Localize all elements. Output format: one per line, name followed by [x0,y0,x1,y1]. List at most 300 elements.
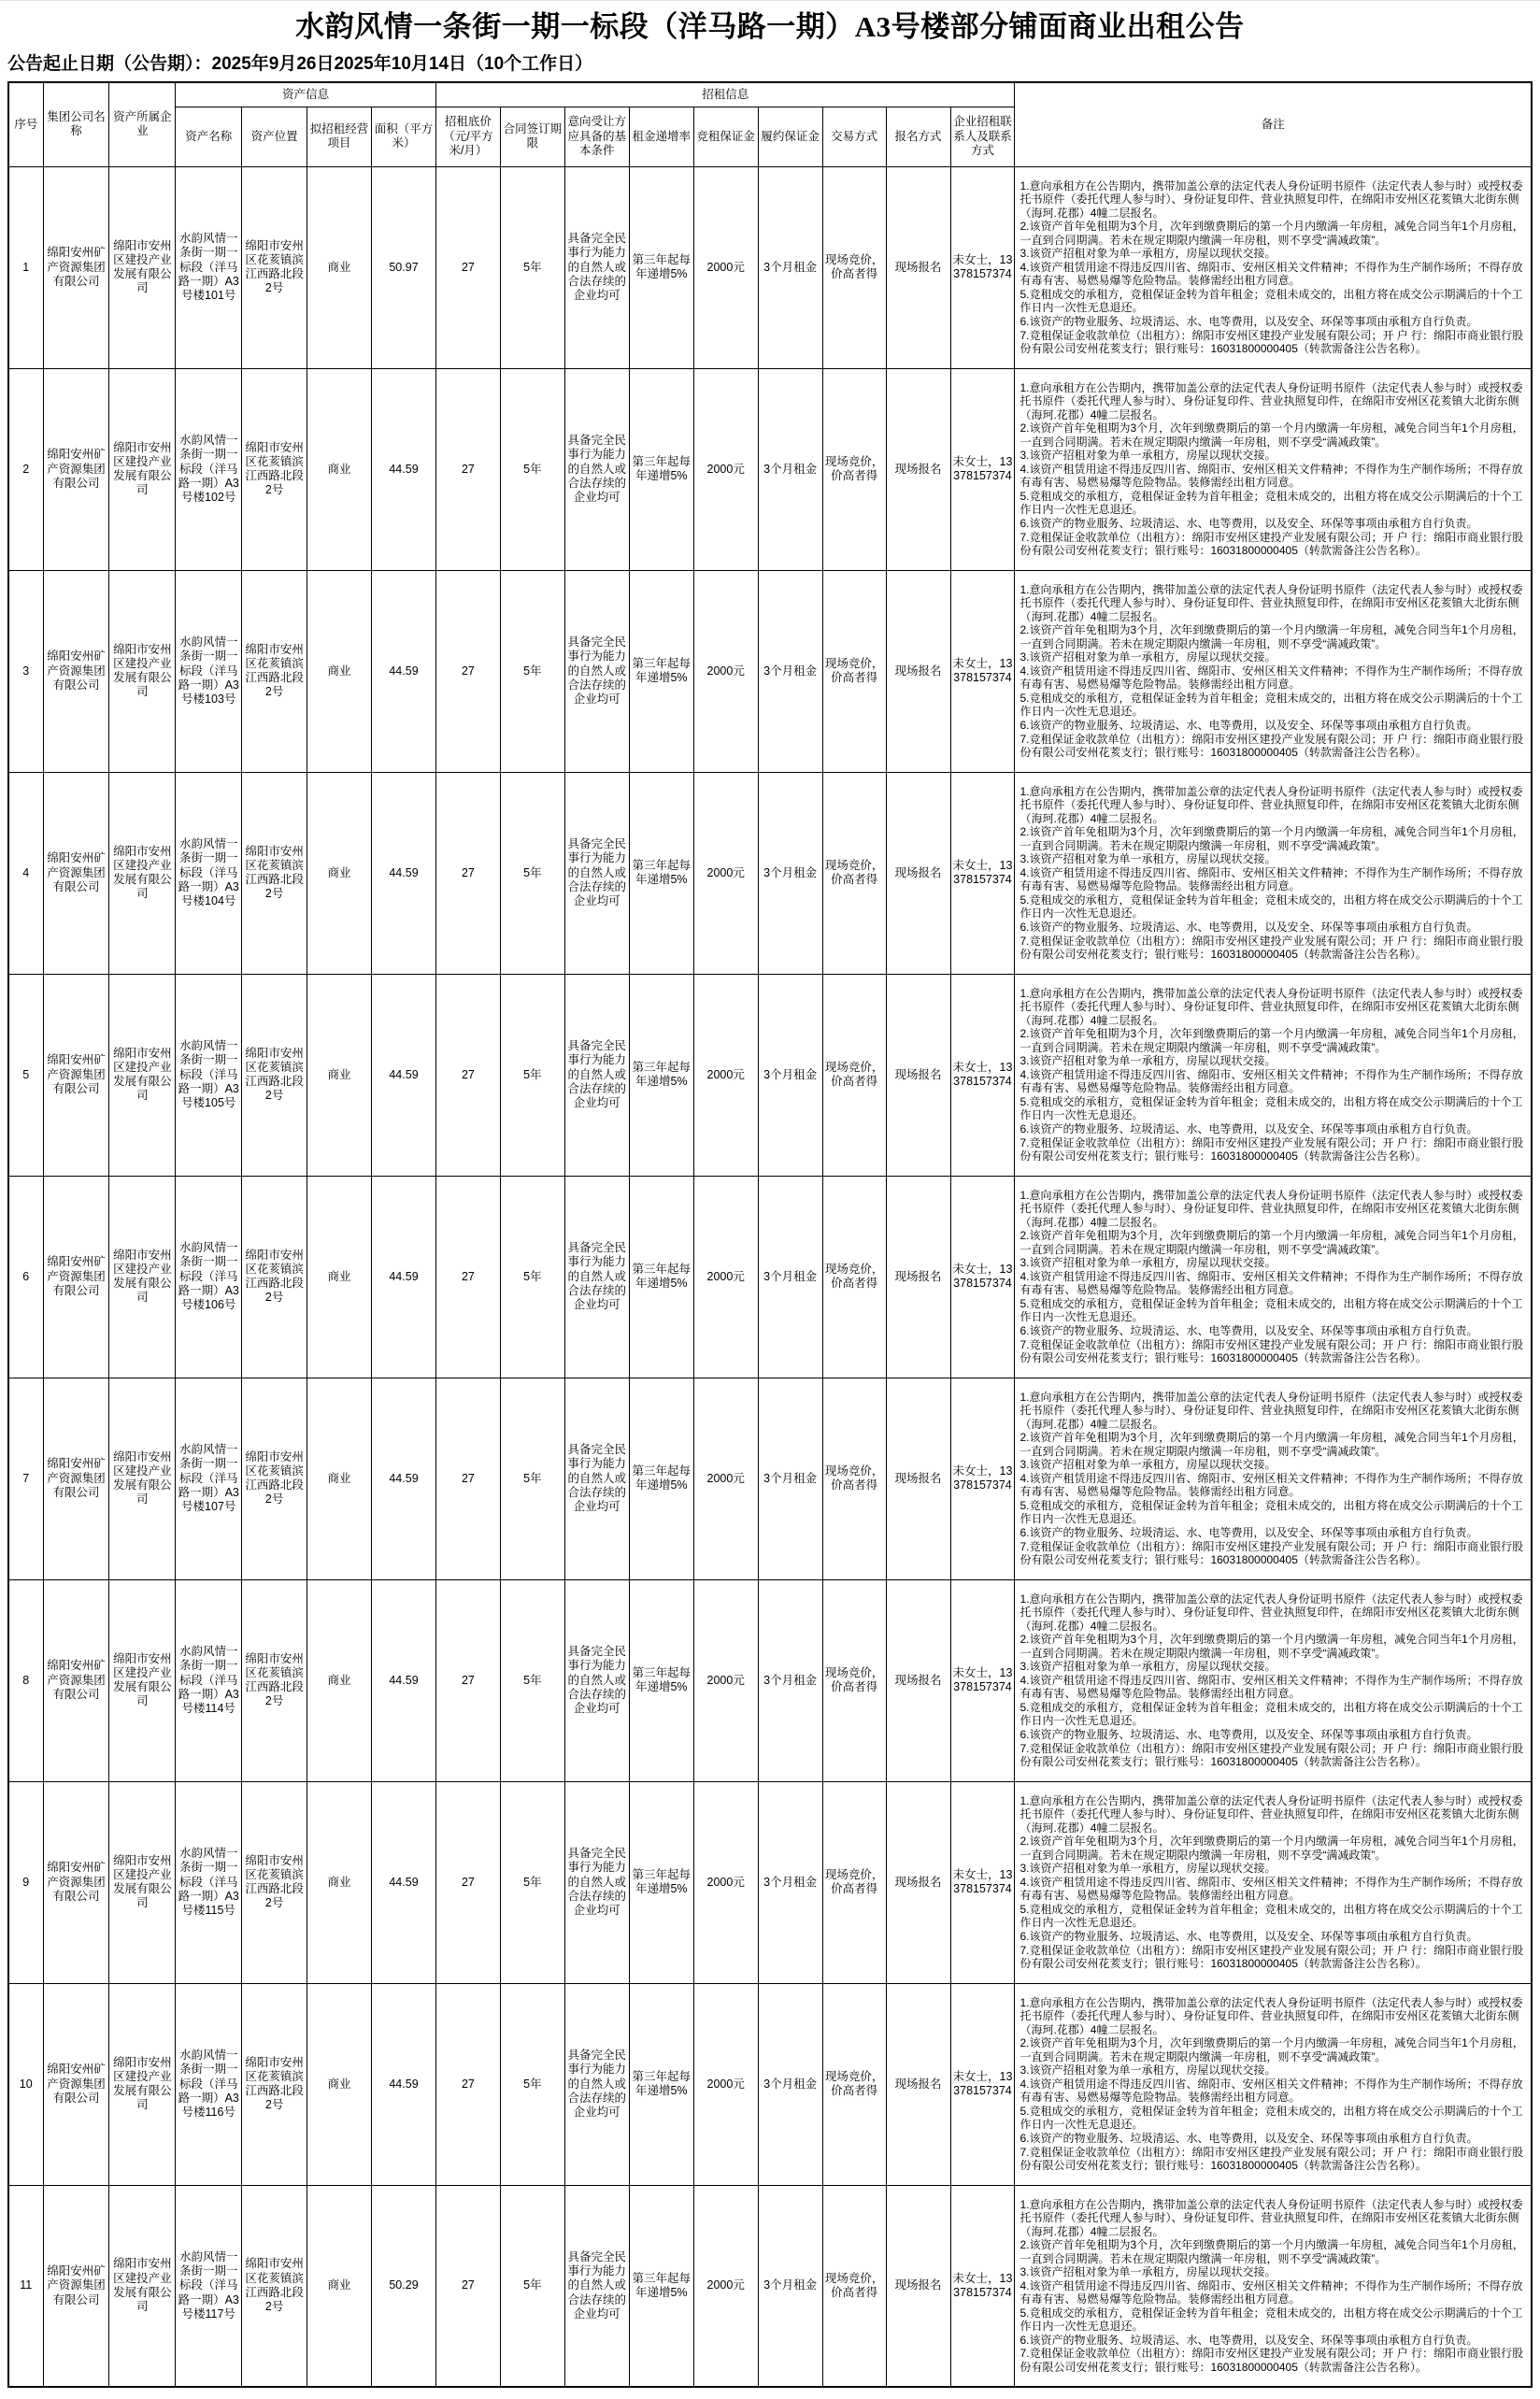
remark-line: 2.该资产首年免租期为3个月，次年到缴费期后的第一个月内缴满一年房租，减免合同当年1个月房租，一直到合同期满。若未在规定期限内缴满一年房租，则不享受“满减政策”。 [1020,1431,1524,1458]
cell-asset-location: 绵阳市安州区花荄镇滨江西路北段2号 [242,368,307,570]
cell-asset-name: 水韵风情一条街一期一标段（洋马路一期）A3号楼116号 [176,1983,242,2185]
cell-serial: 9 [8,1781,43,1983]
table-row [8,166,1532,368]
remark-line: 7.竞租保证金收款单位（出租方）：绵阳市安州区建投产业发展有限公司；开 户 行：绵阳市商业银行股份有限公司安州花荄支行；银行账号：16031800000405（转款需备注公告名称）。 [1020,934,1524,962]
cell-contract-term: 5年 [500,166,564,368]
remark-line: 3.该资产招租对象为单一承租方，房屋以现状交接。 [1020,1054,1276,1068]
cell-contact: 未女士，13378157374 [950,1781,1015,1983]
cell-area: 44.59 [372,1781,436,1983]
cell-asset-owner: 绵阳市安州区建投产业发展有限公司 [109,2185,176,2387]
remark-line: 7.竞租保证金收款单位（出租方）：绵阳市安州区建投产业发展有限公司；开 户 行：绵阳市商业银行股份有限公司安州花荄支行；银行账号：16031800000405（转款需备注公告名称）。 [1020,1741,1524,1769]
table-row [8,1176,1532,1378]
cell-base-price: 27 [435,368,500,570]
remark-line: 6.该资产的物业服务、垃圾清运、水、电等费用，以及安全、环保等事项由承租方自行负责。 [1020,1929,1478,1943]
remark-line: 5.竞租成交的承租方，竞租保证金转为首年租金；竞租未成交的，出租方将在成交公示期满后的十个工作日内一次性无息退还。 [1020,287,1523,315]
remark-line: 3.该资产招租对象为单一承租方，房屋以现状交接。 [1020,1256,1276,1270]
cell-area: 44.59 [372,1579,436,1781]
table-header [8,82,1532,166]
cell-asset-location: 绵阳市安州区花荄镇滨江西路北段2号 [242,1983,307,2185]
remark-line: 7.竞租保证金收款单位（出租方）：绵阳市安州区建投产业发展有限公司；开 户 行：绵阳市商业银行股份有限公司安州花荄支行；银行账号：16031800000405（转款需备注公告名称）。 [1020,1337,1524,1365]
cell-transaction-method: 现场竞价，价高者得 [822,1378,886,1579]
cell-asset-owner: 绵阳市安州区建投产业发展有限公司 [109,1781,176,1983]
remark-line: 2.该资产首年免租期为3个月，次年到缴费期后的第一个月内缴满一年房租，减免合同当年1个月房租，一直到合同期满。若未在规定期限内缴满一年房租，则不享受“满减政策”。 [1020,2036,1524,2063]
cell-asset-owner: 绵阳市安州区建投产业发展有限公司 [109,368,176,570]
cell-bid-deposit: 2000元 [693,1983,758,2185]
table-row [8,1781,1532,1983]
cell-contact: 未女士，13378157374 [950,1378,1015,1579]
remark-line: 6.该资产的物业服务、垃圾清运、水、电等费用，以及安全、环保等事项由承租方自行负责。 [1020,1323,1478,1337]
header-asset-name: 资产名称 [176,107,242,166]
table-row [8,368,1532,570]
cell-remark [1015,368,1532,570]
cell-rent-increase: 第三年起每年递增5% [629,1579,693,1781]
cell-asset-owner: 绵阳市安州区建投产业发展有限公司 [109,974,176,1176]
remark-line: 6.该资产的物业服务、垃圾清运、水、电等费用，以及安全、环保等事项由承租方自行负责。 [1020,314,1478,328]
header-area: 面积（平方米） [372,107,436,166]
cell-bid-deposit: 2000元 [693,1378,758,1579]
cell-contact: 未女士，13378157374 [950,1176,1015,1378]
header-group-company: 集团公司名称 [43,82,109,166]
remark-line: 2.该资产首年免租期为3个月，次年到缴费期后的第一个月内缴满一年房租，减免合同当年1个月房租，一直到合同期满。若未在规定期限内缴满一年房租，则不享受“满减政策”。 [1020,1633,1524,1660]
cell-remark [1015,1176,1532,1378]
cell-asset-name: 水韵风情一条街一期一标段（洋马路一期）A3号楼114号 [176,1579,242,1781]
cell-registration-method: 现场报名 [886,570,950,772]
cell-asset-location: 绵阳市安州区花荄镇滨江西路北段2号 [242,1781,307,1983]
group-header-row [8,82,1532,107]
cell-area: 44.59 [372,368,436,570]
remark-line: 1.意向承租方在公告期内，携带加盖公章的法定代表人身份证明书原件（法定代表人参与时）或授权委托书原件（委托代理人参与时）、身份证复印件、营业执照复印件，在绵阳市安州区花荄镇大北街东侧（海珂.花郡）4幢二层报名。 [1020,986,1523,1027]
cell-business-project: 商业 [307,1176,372,1378]
header-base-price: 招租底价（元/平方米/月） [435,107,500,166]
cell-base-price: 27 [435,974,500,1176]
cell-registration-method: 现场报名 [886,368,950,570]
cell-performance-bond: 3个月租金 [758,570,822,772]
cell-tenant-condition: 具备完全民事行为能力的自然人或合法存续的企业均可 [564,1378,629,1579]
cell-rent-increase: 第三年起每年递增5% [629,974,693,1176]
remark-line: 1.意向承租方在公告期内，携带加盖公章的法定代表人身份证明书原件（法定代表人参与时）或授权委托书原件（委托代理人参与时）、身份证复印件、营业执照复印件，在绵阳市安州区花荄镇大北街东侧（海珂.花郡）4幢二层报名。 [1020,1995,1523,2036]
header-rent-increase: 租金递增率 [629,107,693,166]
cell-transaction-method: 现场竞价，价高者得 [822,2185,886,2387]
cell-asset-owner: 绵阳市安州区建投产业发展有限公司 [109,1378,176,1579]
header-contract-term: 合同签订期限 [500,107,564,166]
cell-performance-bond: 3个月租金 [758,974,822,1176]
cell-contract-term: 5年 [500,1176,564,1378]
cell-base-price: 27 [435,166,500,368]
cell-rent-increase: 第三年起每年递增5% [629,1983,693,2185]
cell-base-price: 27 [435,1579,500,1781]
cell-group-company: 绵阳安州矿产资源集团有限公司 [43,570,109,772]
header-asset-location: 资产位置 [242,107,307,166]
cell-base-price: 27 [435,2185,500,2387]
remark-line: 3.该资产招租对象为单一承租方，房屋以现状交接。 [1020,247,1276,261]
cell-asset-name: 水韵风情一条街一期一标段（洋马路一期）A3号楼103号 [176,570,242,772]
cell-serial: 7 [8,1378,43,1579]
remark-line: 3.该资产招租对象为单一承租方，房屋以现状交接。 [1020,852,1276,866]
cell-group-company: 绵阳安州矿产资源集团有限公司 [43,1378,109,1579]
cell-performance-bond: 3个月租金 [758,772,822,974]
cell-tenant-condition: 具备完全民事行为能力的自然人或合法存续的企业均可 [564,2185,629,2387]
remark-line: 2.该资产首年免租期为3个月，次年到缴费期后的第一个月内缴满一年房租，减免合同当年1个月房租，一直到合同期满。若未在规定期限内缴满一年房租，则不享受“满减政策”。 [1020,1229,1524,1256]
cell-performance-bond: 3个月租金 [758,1579,822,1781]
cell-group-company: 绵阳安州矿产资源集团有限公司 [43,1983,109,2185]
remark-line: 7.竞租保证金收款单位（出租方）：绵阳市安州区建投产业发展有限公司；开 户 行：绵阳市商业银行股份有限公司安州花荄支行；银行账号：16031800000405（转款需备注公告名称）。 [1020,732,1524,760]
header-performance-bond: 履约保证金 [758,107,822,166]
remark-line: 4.该资产租赁用途不得违反四川省、绵阳市、安州区相关文件精神；不得作为生产制作场所；不得存放有毒有害、易燃易爆等危险物品。装修需经出租方同意。 [1020,664,1523,692]
cell-transaction-method: 现场竞价，价高者得 [822,570,886,772]
cell-bid-deposit: 2000元 [693,1176,758,1378]
cell-contact: 未女士，13378157374 [950,1579,1015,1781]
cell-bid-deposit: 2000元 [693,772,758,974]
remark-line: 4.该资产租赁用途不得违反四川省、绵阳市、安州区相关文件精神；不得作为生产制作场所；不得存放有毒有害、易燃易爆等危险物品。装修需经出租方同意。 [1020,2278,1523,2306]
cell-area: 50.97 [372,166,436,368]
header-contact: 企业招租联系人及联系方式 [950,107,1015,166]
remark-line: 3.该资产招租对象为单一承租方，房屋以现状交接。 [1020,650,1276,664]
header-asset-owner: 资产所属企业 [109,82,176,166]
remark-line: 6.该资产的物业服务、垃圾清运、水、电等费用，以及安全、环保等事项由承租方自行负责。 [1020,1727,1478,1741]
cell-area: 44.59 [372,974,436,1176]
remark-line: 5.竞租成交的承租方，竞租保证金转为首年租金；竞租未成交的，出租方将在成交公示期满后的十个工作日内一次性无息退还。 [1020,892,1523,921]
document-page [0,1,1540,2388]
cell-bid-deposit: 2000元 [693,368,758,570]
cell-contract-term: 5年 [500,368,564,570]
cell-asset-name: 水韵风情一条街一期一标段（洋马路一期）A3号楼107号 [176,1378,242,1579]
cell-registration-method: 现场报名 [886,1579,950,1781]
cell-serial: 4 [8,772,43,974]
cell-bid-deposit: 2000元 [693,570,758,772]
cell-remark [1015,1579,1532,1781]
table-row [8,1579,1532,1781]
cell-transaction-method: 现场竞价，价高者得 [822,772,886,974]
cell-area: 44.59 [372,772,436,974]
remark-line: 4.该资产租赁用途不得违反四川省、绵阳市、安州区相关文件精神；不得作为生产制作场所；不得存放有毒有害、易燃易爆等危险物品。装修需经出租方同意。 [1020,462,1523,490]
remark-line: 1.意向承租方在公告期内，携带加盖公章的法定代表人身份证明书原件（法定代表人参与时）或授权委托书原件（委托代理人参与时）、身份证复印件、营业执照复印件，在绵阳市安州区花荄镇大北街东侧（海珂.花郡）4幢二层报名。 [1020,178,1523,220]
table-row [8,1983,1532,2185]
cell-rent-increase: 第三年起每年递增5% [629,1176,693,1378]
cell-asset-location: 绵阳市安州区花荄镇滨江西路北段2号 [242,1579,307,1781]
page-title: 水韵风情一条街一期一标段（洋马路一期）A3号楼部分铺面商业出租公告 [295,10,1245,43]
cell-group-company: 绵阳安州矿产资源集团有限公司 [43,368,109,570]
cell-business-project: 商业 [307,772,372,974]
table-row [8,2185,1532,2387]
cell-registration-method: 现场报名 [886,1378,950,1579]
remark-line: 5.竞租成交的承租方，竞租保证金转为首年租金；竞租未成交的，出租方将在成交公示期满后的十个工作日内一次性无息退还。 [1020,489,1523,517]
remark-line: 3.该资产招租对象为单一承租方，房屋以现状交接。 [1020,1458,1276,1472]
cell-asset-name: 水韵风情一条街一期一标段（洋马路一期）A3号楼104号 [176,772,242,974]
remark-line: 4.该资产租赁用途不得违反四川省、绵阳市、安州区相关文件精神；不得作为生产制作场所；不得存放有毒有害、易燃易爆等危险物品。装修需经出租方同意。 [1020,1269,1523,1297]
cell-registration-method: 现场报名 [886,772,950,974]
cell-group-company: 绵阳安州矿产资源集团有限公司 [43,166,109,368]
cell-asset-location: 绵阳市安州区花荄镇滨江西路北段2号 [242,1378,307,1579]
cell-business-project: 商业 [307,974,372,1176]
cell-serial: 10 [8,1983,43,2185]
remark-line: 4.该资产租赁用途不得违反四川省、绵阳市、安州区相关文件精神；不得作为生产制作场所；不得存放有毒有害、易燃易爆等危险物品。装修需经出租方同意。 [1020,1673,1523,1701]
cell-contact: 未女士，13378157374 [950,974,1015,1176]
remark-line: 2.该资产首年免租期为3个月，次年到缴费期后的第一个月内缴满一年房租，减免合同当年1个月房租，一直到合同期满。若未在规定期限内缴满一年房租，则不享受“满减政策”。 [1020,2238,1524,2265]
cell-remark [1015,570,1532,772]
cell-rent-increase: 第三年起每年递增5% [629,772,693,974]
cell-area: 44.59 [372,570,436,772]
cell-contract-term: 5年 [500,570,564,772]
remark-line: 7.竞租保证金收款单位（出租方）：绵阳市安州区建投产业发展有限公司；开 户 行：绵阳市商业银行股份有限公司安州花荄支行；银行账号：16031800000405（转款需备注公告名称）。 [1020,1943,1524,1971]
remark-line: 3.该资产招租对象为单一承租方，房屋以现状交接。 [1020,449,1276,463]
cell-group-company: 绵阳安州矿产资源集团有限公司 [43,2185,109,2387]
remark-line: 5.竞租成交的承租方，竞租保证金转为首年租金；竞租未成交的，出租方将在成交公示期满后的十个工作日内一次性无息退还。 [1020,1094,1523,1122]
cell-remark [1015,974,1532,1176]
header-group-leasing-info: 招租信息 [435,82,1014,107]
header-registration-method: 报名方式 [886,107,950,166]
remark-line: 7.竞租保证金收款单位（出租方）：绵阳市安州区建投产业发展有限公司；开 户 行：绵阳市商业银行股份有限公司安州花荄支行；银行账号：16031800000405（转款需备注公告名称）。 [1020,2347,1524,2374]
cell-tenant-condition: 具备完全民事行为能力的自然人或合法存续的企业均可 [564,1176,629,1378]
cell-asset-owner: 绵阳市安州区建投产业发展有限公司 [109,1579,176,1781]
cell-serial: 6 [8,1176,43,1378]
header-bid-deposit: 竞租保证金 [693,107,758,166]
cell-bid-deposit: 2000元 [693,1781,758,1983]
cell-business-project: 商业 [307,1983,372,2185]
rental-announcement-table [7,81,1533,2388]
cell-base-price: 27 [435,570,500,772]
cell-transaction-method: 现场竞价，价高者得 [822,1983,886,2185]
remark-line: 5.竞租成交的承租方，竞租保证金转为首年租金；竞租未成交的，出租方将在成交公示期满后的十个工作日内一次性无息退还。 [1020,1498,1523,1526]
cell-group-company: 绵阳安州矿产资源集团有限公司 [43,974,109,1176]
cell-tenant-condition: 具备完全民事行为能力的自然人或合法存续的企业均可 [564,1579,629,1781]
cell-business-project: 商业 [307,570,372,772]
remark-line: 4.该资产租赁用途不得违反四川省、绵阳市、安州区相关文件精神；不得作为生产制作场所；不得存放有毒有害、易燃易爆等危险物品。装修需经出租方同意。 [1020,1067,1523,1095]
header-tenant-condition: 意向受让方应具备的基本条件 [564,107,629,166]
remark-line: 1.意向承租方在公告期内，携带加盖公章的法定代表人身份证明书原件（法定代表人参与时）或授权委托书原件（委托代理人参与时）、身份证复印件、营业执照复印件，在绵阳市安州区花荄镇大北街东侧（海珂.花郡）4幢二层报名。 [1020,1390,1523,1431]
cell-performance-bond: 3个月租金 [758,1378,822,1579]
cell-business-project: 商业 [307,1579,372,1781]
announcement-period-value: 2025年9月26日2025年10月14日（10个工作日） [211,54,593,75]
cell-rent-increase: 第三年起每年递增5% [629,1781,693,1983]
cell-group-company: 绵阳安州矿产资源集团有限公司 [43,1781,109,1983]
cell-asset-name: 水韵风情一条街一期一标段（洋马路一期）A3号楼102号 [176,368,242,570]
remark-line: 2.该资产首年免租期为3个月，次年到缴费期后的第一个月内缴满一年房租，减免合同当年1个月房租，一直到合同期满。若未在规定期限内缴满一年房租，则不享受“满减政策”。 [1020,421,1524,449]
cell-bid-deposit: 2000元 [693,166,758,368]
remark-line: 5.竞租成交的承租方，竞租保证金转为首年租金；竞租未成交的，出租方将在成交公示期满后的十个工作日内一次性无息退还。 [1020,2306,1523,2334]
remark-line: 2.该资产首年免租期为3个月，次年到缴费期后的第一个月内缴满一年房租，减免合同当年1个月房租，一直到合同期满。若未在规定期限内缴满一年房租，则不享受“满减政策”。 [1020,1835,1524,1862]
cell-group-company: 绵阳安州矿产资源集团有限公司 [43,1579,109,1781]
cell-asset-location: 绵阳市安州区花荄镇滨江西路北段2号 [242,166,307,368]
remark-line: 1.意向承租方在公告期内，携带加盖公章的法定代表人身份证明书原件（法定代表人参与时）或授权委托书原件（委托代理人参与时）、身份证复印件、营业执照复印件，在绵阳市安州区花荄镇大北街东侧（海珂.花郡）4幢二层报名。 [1020,380,1523,421]
cell-registration-method: 现场报名 [886,1781,950,1983]
remark-line: 1.意向承租方在公告期内，携带加盖公章的法定代表人身份证明书原件（法定代表人参与时）或授权委托书原件（委托代理人参与时）、身份证复印件、营业执照复印件，在绵阳市安州区花荄镇大北街东侧（海珂.花郡）4幢二层报名。 [1020,582,1523,623]
cell-remark [1015,166,1532,368]
cell-performance-bond: 3个月租金 [758,166,822,368]
cell-serial: 5 [8,974,43,1176]
cell-base-price: 27 [435,1176,500,1378]
cell-asset-location: 绵阳市安州区花荄镇滨江西路北段2号 [242,772,307,974]
cell-base-price: 27 [435,1378,500,1579]
cell-serial: 2 [8,368,43,570]
cell-base-price: 27 [435,772,500,974]
remark-line: 6.该资产的物业服务、垃圾清运、水、电等费用，以及安全、环保等事项由承租方自行负责。 [1020,1121,1478,1135]
cell-tenant-condition: 具备完全民事行为能力的自然人或合法存续的企业均可 [564,1983,629,2185]
remark-line: 3.该资产招租对象为单一承租方，房屋以现状交接。 [1020,1862,1276,1876]
remark-line: 2.该资产首年免租期为3个月，次年到缴费期后的第一个月内缴满一年房租，减免合同当年1个月房租，一直到合同期满。若未在规定期限内缴满一年房租，则不享受“满减政策”。 [1020,1027,1524,1054]
cell-contact: 未女士，13378157374 [950,368,1015,570]
cell-area: 50.29 [372,2185,436,2387]
cell-asset-name: 水韵风情一条街一期一标段（洋马路一期）A3号楼105号 [176,974,242,1176]
cell-serial: 11 [8,2185,43,2387]
remark-line: 2.该资产首年免租期为3个月，次年到缴费期后的第一个月内缴满一年房租，减免合同当年1个月房租，一直到合同期满。若未在规定期限内缴满一年房租，则不享受“满减政策”。 [1020,623,1524,650]
cell-business-project: 商业 [307,1378,372,1579]
remark-line: 1.意向承租方在公告期内，携带加盖公章的法定代表人身份证明书原件（法定代表人参与时）或授权委托书原件（委托代理人参与时）、身份证复印件、营业执照复印件，在绵阳市安州区花荄镇大北街东侧（海珂.花郡）4幢二层报名。 [1020,1592,1523,1633]
remark-line: 5.竞租成交的承租方，竞租保证金转为首年租金；竞租未成交的，出租方将在成交公示期满后的十个工作日内一次性无息退还。 [1020,1700,1523,1728]
cell-asset-owner: 绵阳市安州区建投产业发展有限公司 [109,1176,176,1378]
cell-bid-deposit: 2000元 [693,974,758,1176]
cell-transaction-method: 现场竞价，价高者得 [822,166,886,368]
remark-line: 4.该资产租赁用途不得违反四川省、绵阳市、安州区相关文件精神；不得作为生产制作场所；不得存放有毒有害、易燃易爆等危险物品。装修需经出租方同意。 [1020,260,1523,288]
remark-line: 7.竞租保证金收款单位（出租方）：绵阳市安州区建投产业发展有限公司；开 户 行：绵阳市商业银行股份有限公司安州花荄支行；银行账号：16031800000405（转款需备注公告名称）。 [1020,1135,1524,1164]
remark-line: 3.该资产招租对象为单一承租方，房屋以现状交接。 [1020,1660,1276,1674]
cell-contract-term: 5年 [500,1781,564,1983]
remark-line: 1.意向承租方在公告期内，携带加盖公章的法定代表人身份证明书原件（法定代表人参与时）或授权委托书原件（委托代理人参与时）、身份证复印件、营业执照复印件，在绵阳市安州区花荄镇大北街东侧（海珂.花郡）4幢二层报名。 [1020,784,1523,825]
cell-group-company: 绵阳安州矿产资源集团有限公司 [43,1176,109,1378]
cell-serial: 8 [8,1579,43,1781]
table-row [8,570,1532,772]
remark-line: 6.该资产的物业服务、垃圾清运、水、电等费用，以及安全、环保等事项由承租方自行负责。 [1020,718,1478,732]
cell-performance-bond: 3个月租金 [758,2185,822,2387]
remark-line: 1.意向承租方在公告期内，携带加盖公章的法定代表人身份证明书原件（法定代表人参与时）或授权委托书原件（委托代理人参与时）、身份证复印件、营业执照复印件，在绵阳市安州区花荄镇大北街东侧（海珂.花郡）4幢二层报名。 [1020,2197,1523,2238]
cell-registration-method: 现场报名 [886,1176,950,1378]
cell-tenant-condition: 具备完全民事行为能力的自然人或合法存续的企业均可 [564,570,629,772]
cell-asset-name: 水韵风情一条街一期一标段（洋马路一期）A3号楼106号 [176,1176,242,1378]
remark-line: 5.竞租成交的承租方，竞租保证金转为首年租金；竞租未成交的，出租方将在成交公示期满后的十个工作日内一次性无息退还。 [1020,1296,1523,1324]
header-transaction-method: 交易方式 [822,107,886,166]
cell-contract-term: 5年 [500,974,564,1176]
cell-tenant-condition: 具备完全民事行为能力的自然人或合法存续的企业均可 [564,1781,629,1983]
header-group-asset-info: 资产信息 [176,82,436,107]
cell-bid-deposit: 2000元 [693,2185,758,2387]
cell-business-project: 商业 [307,368,372,570]
cell-asset-location: 绵阳市安州区花荄镇滨江西路北段2号 [242,974,307,1176]
header-serial: 序号 [8,82,43,166]
remark-line: 3.该资产招租对象为单一承租方，房屋以现状交接。 [1020,2063,1276,2078]
cell-base-price: 27 [435,1781,500,1983]
cell-contract-term: 5年 [500,1983,564,2185]
cell-area: 44.59 [372,1176,436,1378]
cell-asset-owner: 绵阳市安州区建投产业发展有限公司 [109,570,176,772]
cell-asset-location: 绵阳市安州区花荄镇滨江西路北段2号 [242,2185,307,2387]
cell-asset-name: 水韵风情一条街一期一标段（洋马路一期）A3号楼101号 [176,166,242,368]
cell-business-project: 商业 [307,1781,372,1983]
cell-serial: 1 [8,166,43,368]
remark-line: 6.该资产的物业服务、垃圾清运、水、电等费用，以及安全、环保等事项由承租方自行负责。 [1020,920,1478,934]
cell-asset-location: 绵阳市安州区花荄镇滨江西路北段2号 [242,570,307,772]
announcement-period [7,49,1533,81]
cell-transaction-method: 现场竞价，价高者得 [822,974,886,1176]
cell-contact: 未女士，13378157374 [950,2185,1015,2387]
cell-remark [1015,772,1532,974]
cell-tenant-condition: 具备完全民事行为能力的自然人或合法存续的企业均可 [564,974,629,1176]
remark-line: 6.该资产的物业服务、垃圾清运、水、电等费用，以及安全、环保等事项由承租方自行负责。 [1020,516,1478,530]
cell-tenant-condition: 具备完全民事行为能力的自然人或合法存续的企业均可 [564,368,629,570]
cell-contract-term: 5年 [500,772,564,974]
cell-group-company: 绵阳安州矿产资源集团有限公司 [43,772,109,974]
table-row [8,772,1532,974]
cell-area: 44.59 [372,1378,436,1579]
cell-transaction-method: 现场竞价，价高者得 [822,1579,886,1781]
cell-contract-term: 5年 [500,2185,564,2387]
header-business-project: 拟招租经营项目 [307,107,372,166]
table-body [8,166,1532,2387]
cell-rent-increase: 第三年起每年递增5% [629,368,693,570]
cell-business-project: 商业 [307,166,372,368]
cell-registration-method: 现场报名 [886,974,950,1176]
header-remark: 备注 [1015,82,1532,166]
cell-contact: 未女士，13378157374 [950,570,1015,772]
cell-contract-term: 5年 [500,1579,564,1781]
cell-base-price: 27 [435,1983,500,2185]
cell-contract-term: 5年 [500,1378,564,1579]
cell-area: 44.59 [372,1983,436,2185]
cell-registration-method: 现场报名 [886,166,950,368]
remark-line: 1.意向承租方在公告期内，携带加盖公章的法定代表人身份证明书原件（法定代表人参与时）或授权委托书原件（委托代理人参与时）、身份证复印件、营业执照复印件，在绵阳市安州区花荄镇大北街东侧（海珂.花郡）4幢二层报名。 [1020,1793,1523,1835]
remark-line: 6.该资产的物业服务、垃圾清运、水、电等费用，以及安全、环保等事项由承租方自行负责。 [1020,1525,1478,1539]
cell-asset-name: 水韵风情一条街一期一标段（洋马路一期）A3号楼115号 [176,1781,242,1983]
cell-registration-method: 现场报名 [886,2185,950,2387]
cell-tenant-condition: 具备完全民事行为能力的自然人或合法存续的企业均可 [564,166,629,368]
cell-rent-increase: 第三年起每年递增5% [629,570,693,772]
remark-line: 7.竞租保证金收款单位（出租方）：绵阳市安州区建投产业发展有限公司；开 户 行：绵阳市商业银行股份有限公司安州花荄支行；银行账号：16031800000405（转款需备注公告名称）。 [1020,1539,1524,1567]
cell-rent-increase: 第三年起每年递增5% [629,1378,693,1579]
cell-remark [1015,2185,1532,2387]
remark-line: 1.意向承租方在公告期内，携带加盖公章的法定代表人身份证明书原件（法定代表人参与时）或授权委托书原件（委托代理人参与时）、身份证复印件、营业执照复印件，在绵阳市安州区花荄镇大北街东侧（海珂.花郡）4幢二层报名。 [1020,1188,1523,1229]
remark-line: 7.竞租保证金收款单位（出租方）：绵阳市安州区建投产业发展有限公司；开 户 行：绵阳市商业银行股份有限公司安州花荄支行；银行账号：16031800000405（转款需备注公告名称）。 [1020,2145,1524,2173]
announcement-period-label: 公告起止日期（公告期）： [7,54,212,75]
cell-asset-owner: 绵阳市安州区建投产业发展有限公司 [109,1983,176,2185]
remark-line: 4.该资产租赁用途不得违反四川省、绵阳市、安州区相关文件精神；不得作为生产制作场所；不得存放有毒有害、易燃易爆等危险物品。装修需经出租方同意。 [1020,865,1523,893]
remark-line: 6.该资产的物业服务、垃圾清运、水、电等费用，以及安全、环保等事项由承租方自行负责。 [1020,2131,1478,2145]
table-row [8,974,1532,1176]
cell-performance-bond: 3个月租金 [758,368,822,570]
remark-line: 7.竞租保证金收款单位（出租方）：绵阳市安州区建投产业发展有限公司；开 户 行：绵阳市商业银行股份有限公司安州花荄支行；银行账号：16031800000405（转款需备注公告名称）。 [1020,328,1524,356]
remark-line: 4.该资产租赁用途不得违反四川省、绵阳市、安州区相关文件精神；不得作为生产制作场所；不得存放有毒有害、易燃易爆等危险物品。装修需经出租方同意。 [1020,1875,1523,1903]
cell-asset-location: 绵阳市安州区花荄镇滨江西路北段2号 [242,1176,307,1378]
cell-contact: 未女士，13378157374 [950,1983,1015,2185]
cell-contact: 未女士，13378157374 [950,166,1015,368]
remark-line: 4.该资产租赁用途不得违反四川省、绵阳市、安州区相关文件精神；不得作为生产制作场所；不得存放有毒有害、易燃易爆等危险物品。装修需经出租方同意。 [1020,1471,1523,1499]
remark-line: 2.该资产首年免租期为3个月，次年到缴费期后的第一个月内缴满一年房租，减免合同当年1个月房租，一直到合同期满。若未在规定期限内缴满一年房租，则不享受“满减政策”。 [1020,220,1524,247]
remark-line: 5.竞租成交的承租方，竞租保证金转为首年租金；竞租未成交的，出租方将在成交公示期满后的十个工作日内一次性无息退还。 [1020,1902,1523,1930]
table-row [8,1378,1532,1579]
remark-line: 3.该资产招租对象为单一承租方，房屋以现状交接。 [1020,2265,1276,2279]
cell-performance-bond: 3个月租金 [758,1983,822,2185]
cell-performance-bond: 3个月租金 [758,1781,822,1983]
cell-registration-method: 现场报名 [886,1983,950,2185]
cell-asset-owner: 绵阳市安州区建投产业发展有限公司 [109,166,176,368]
cell-business-project: 商业 [307,2185,372,2387]
remark-line: 2.该资产首年免租期为3个月，次年到缴费期后的第一个月内缴满一年房租，减免合同当年1个月房租，一直到合同期满。若未在规定期限内缴满一年房租，则不享受“满减政策”。 [1020,825,1524,852]
cell-asset-name: 水韵风情一条街一期一标段（洋马路一期）A3号楼117号 [176,2185,242,2387]
cell-rent-increase: 第三年起每年递增5% [629,2185,693,2387]
remark-line: 4.该资产租赁用途不得违反四川省、绵阳市、安州区相关文件精神；不得作为生产制作场所；不得存放有毒有害、易燃易爆等危险物品。装修需经出租方同意。 [1020,2077,1523,2105]
cell-serial: 3 [8,570,43,772]
remark-line: 5.竞租成交的承租方，竞租保证金转为首年租金；竞租未成交的，出租方将在成交公示期满后的十个工作日内一次性无息退还。 [1020,691,1523,719]
cell-transaction-method: 现场竞价，价高者得 [822,1176,886,1378]
remark-line: 6.该资产的物业服务、垃圾清运、水、电等费用，以及安全、环保等事项由承租方自行负责。 [1020,2333,1478,2347]
cell-asset-owner: 绵阳市安州区建投产业发展有限公司 [109,772,176,974]
cell-bid-deposit: 2000元 [693,1579,758,1781]
cell-performance-bond: 3个月租金 [758,1176,822,1378]
cell-rent-increase: 第三年起每年递增5% [629,166,693,368]
cell-remark [1015,1378,1532,1579]
cell-tenant-condition: 具备完全民事行为能力的自然人或合法存续的企业均可 [564,772,629,974]
cell-contact: 未女士，13378157374 [950,772,1015,974]
remark-line: 5.竞租成交的承租方，竞租保证金转为首年租金；竞租未成交的，出租方将在成交公示期满后的十个工作日内一次性无息退还。 [1020,2104,1523,2132]
cell-transaction-method: 现场竞价，价高者得 [822,1781,886,1983]
cell-remark [1015,1983,1532,2185]
